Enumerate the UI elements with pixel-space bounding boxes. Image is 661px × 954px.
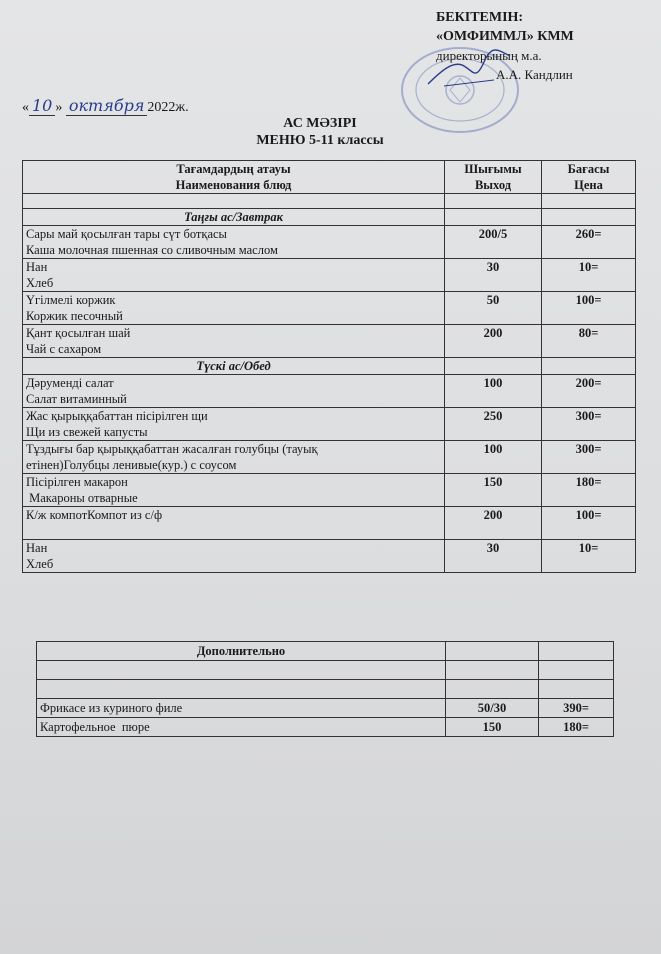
menu-title-kz: АС МӘЗІРІ [283, 116, 357, 131]
header-output-ru: Выход [474, 178, 512, 192]
dish-price: 10= [542, 540, 636, 573]
table-row [23, 325, 636, 358]
dish-output: 100 [445, 375, 542, 408]
table-row [37, 718, 614, 737]
header-name-ru: Наименования блюд [175, 178, 292, 192]
table-row [23, 292, 636, 325]
dish-name-ru: Хлеб [26, 276, 54, 290]
dish-name-ru: Макароны отварные [26, 491, 138, 505]
table-row [23, 507, 636, 540]
dish-name-kz: Тұздығы бар қырыққабаттан жасалған голубцы (тауық [26, 442, 318, 456]
menu-title [200, 115, 440, 149]
extra-dish-name: Фрикасе из куриного филе [37, 699, 446, 718]
approval-name: А.А. Кандлин [496, 67, 573, 82]
dish-name-kz: Пісірілген макарон [26, 475, 128, 489]
approval-org: «ОМФИММЛ» КММ [436, 29, 574, 44]
dish-output: 150 [445, 474, 542, 507]
dish-name [23, 292, 445, 325]
section-label: Түскі ас/Обед [23, 358, 445, 375]
dish-price: 100= [542, 507, 636, 540]
table-row [23, 375, 636, 408]
dish-name-kz: К/ж компотКомпот из с/ф [26, 508, 163, 522]
header-name-kz: Тағамдардың атауы [176, 162, 291, 176]
dish-price: 10= [542, 259, 636, 292]
date-close-quote: » [55, 100, 63, 115]
header-output-cell [445, 161, 542, 194]
extra-table [36, 641, 614, 737]
header-name-cell [23, 161, 445, 194]
dish-output: 30 [445, 259, 542, 292]
signature [424, 40, 514, 90]
extra-dish-name: Картофельное пюре [37, 718, 446, 737]
dish-name [23, 540, 445, 573]
dish-price: 260= [542, 226, 636, 259]
dish-price: 200= [542, 375, 636, 408]
dish-name [23, 441, 445, 474]
dish-price: 100= [542, 292, 636, 325]
blank-row [37, 661, 614, 680]
dish-name-kz: Нан [26, 541, 48, 555]
date-open-quote: « [22, 100, 29, 115]
dish-name [23, 259, 445, 292]
dish-name-ru: етінен)Голубцы ленивые(кур.) с соусом [26, 458, 237, 472]
approval-title: БЕКІТЕМІН: [436, 10, 524, 25]
extra-label: Дополнительно [37, 642, 446, 661]
dish-price: 300= [542, 441, 636, 474]
approval-position: директорының м.а. [436, 48, 542, 63]
dish-name-ru: Щи из свежей капусты [26, 425, 148, 439]
dish-output: 100 [445, 441, 542, 474]
table-row [37, 699, 614, 718]
dish-name-ru: Коржик песочный [26, 309, 123, 323]
menu-table [22, 160, 636, 573]
dish-output: 200/5 [445, 226, 542, 259]
header-output-kz: Шығымы [464, 162, 522, 176]
dish-name [23, 226, 445, 259]
date-day: 10 [29, 96, 55, 116]
dish-name-kz: Жас қырыққабаттан пісірілген щи [26, 409, 208, 423]
menu-title-ru: МЕНЮ 5-11 классы [256, 133, 384, 148]
dish-output: 50 [445, 292, 542, 325]
dish-output: 200 [445, 507, 542, 540]
header-price-ru: Цена [574, 178, 603, 192]
extra-header [37, 642, 614, 661]
dish-name [23, 507, 445, 540]
dish-name-ru: Салат витаминный [26, 392, 127, 406]
extra-dish-price: 180= [539, 718, 614, 737]
section-label: Таңғы ас/Завтрак [23, 209, 445, 226]
section-lunch [23, 358, 636, 375]
table-row [23, 441, 636, 474]
date-year: 2022ж. [147, 100, 189, 115]
dish-name-ru: Хлеб [26, 557, 54, 571]
dish-price: 80= [542, 325, 636, 358]
dish-price: 300= [542, 408, 636, 441]
dish-name [23, 325, 445, 358]
header-price-kz: Бағасы [567, 162, 610, 176]
dish-name-kz: Дәруменді салат [26, 376, 114, 390]
table-row [23, 474, 636, 507]
dish-name-ru: Каша молочная пшенная со сливочным маслом [26, 243, 278, 257]
dish-output: 200 [445, 325, 542, 358]
dish-name [23, 375, 445, 408]
dish-name [23, 474, 445, 507]
dish-output: 250 [445, 408, 542, 441]
dish-name-kz: Үгілмелі коржик [26, 293, 116, 307]
dish-name [23, 408, 445, 441]
table-row [23, 408, 636, 441]
dish-name-kz: Қант қосылған шай [26, 326, 131, 340]
dish-price: 180= [542, 474, 636, 507]
blank-row [37, 680, 614, 699]
document-date [22, 96, 189, 116]
menu-table-header [23, 161, 636, 194]
table-row [23, 226, 636, 259]
extra-dish-output: 150 [446, 718, 539, 737]
dish-name-ru: Чай с сахаром [26, 342, 102, 356]
dish-name-kz: Нан [26, 260, 48, 274]
header-price-cell [542, 161, 636, 194]
extra-dish-price: 390= [539, 699, 614, 718]
table-row [23, 540, 636, 573]
blank-row [23, 194, 636, 209]
dish-output: 30 [445, 540, 542, 573]
extra-dish-output: 50/30 [446, 699, 539, 718]
dish-name-kz: Сары май қосылған тары сүт ботқасы [26, 227, 227, 241]
table-row [23, 259, 636, 292]
section-breakfast [23, 209, 636, 226]
date-month: октября [66, 96, 148, 116]
